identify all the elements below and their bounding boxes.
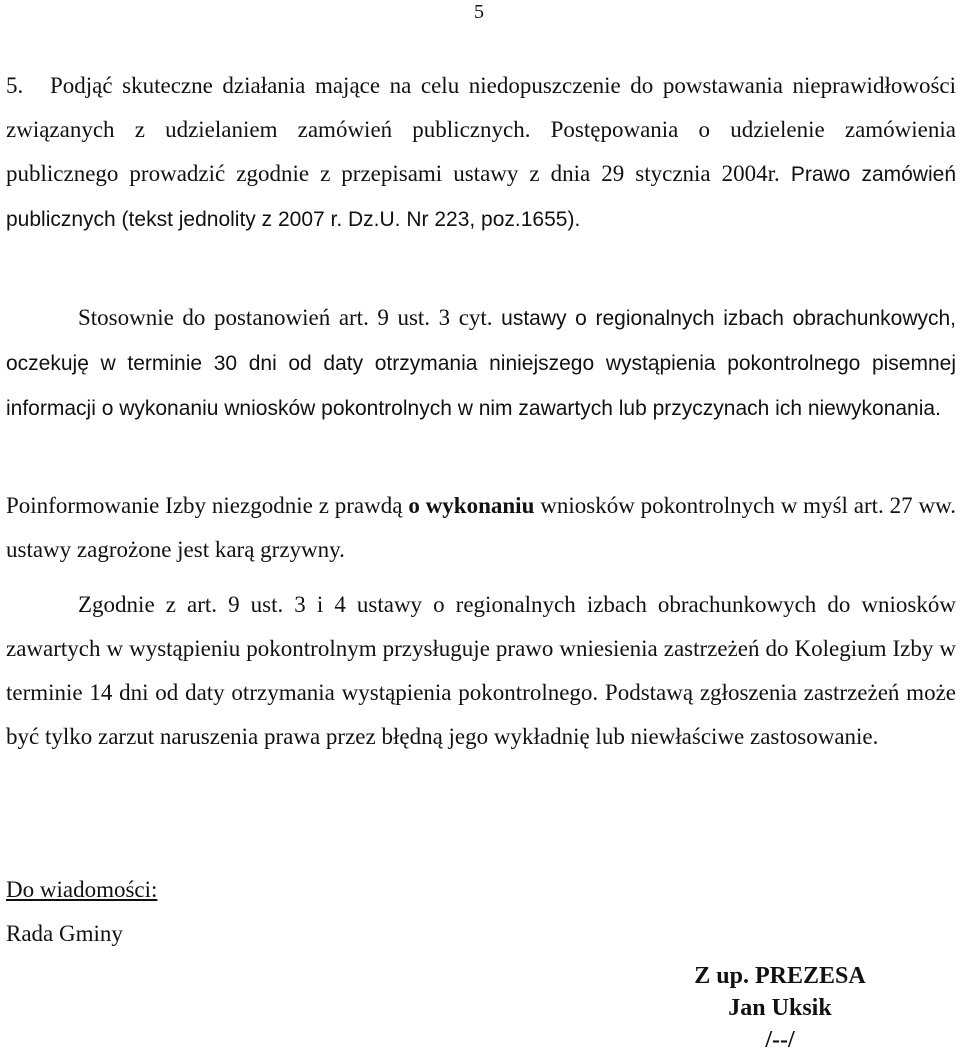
copies-recipient: Rada Gminy: [6, 921, 123, 946]
signature-block: [660, 960, 900, 1056]
item-number: 5.: [6, 73, 24, 98]
paragraph-art9: [6, 296, 956, 431]
signature-name: Jan Uksik: [728, 995, 832, 1021]
recommendation-item-5: [6, 64, 956, 242]
paragraph-warning: [6, 484, 956, 572]
paragraph-art9-sans: ustawy o regionalnych izbach obrachunkowych, oczekuję w terminie 30 dni od daty otrzymania niniejszego wystąpienia pokontrolnego pisemnej informacji o wykonaniu wniosków pokontrolnych w nim zawartych lub przyczynach ich niewykonania.: [6, 307, 957, 420]
warning-bold: o wykonaniu: [408, 493, 535, 518]
item-text: Podjąć skuteczne działania mające na celu niedopuszczenie do powstawania nieprawidłowości związanych z udzielaniem zamówień publicznych. Postępowania o udzielenie zamówienia publicznego prowadzić zgodnie z przepisami ustawy z dnia 29 stycznia 2004r.: [6, 73, 956, 186]
page-number: 5: [474, 1, 484, 23]
item-text-sans: Prawo zamówień publicznych (tekst jednolity z 2007 r. Dz.U. Nr 223, poz.1655).: [6, 163, 956, 231]
paragraph-art9-serif: Stosownie do postanowień art. 9 ust. 3 cyt.: [78, 305, 493, 330]
copies-heading: Do wiadomości:: [6, 877, 158, 902]
warning-after-bold: wniosków pokontrolnych w myśl art. 27 ww. ustawy zagrożone jest karą grzywny.: [6, 493, 956, 562]
signature-mark: /--/: [765, 1027, 795, 1053]
objections-text: Zgodnie z art. 9 ust. 3 i 4 ustawy o regionalnych izbach obrachunkowych do wniosków zawartych w wystąpieniu pokontrolnym przysługuje prawo wniesienia zastrzeżeń do Kolegium Izby w terminie 14 dni od daty otrzymania wystąpienia pokontrolnego. Podstawą zgłoszenia zastrzeżeń może być tylko zarzut naruszenia prawa przez błędną jego wykładnię lub niewłaściwe zastosowanie.: [6, 592, 956, 749]
warning-before-bold: Poinformowanie Izby niezgodnie z prawdą: [6, 493, 403, 518]
paragraph-objections: [6, 583, 956, 759]
signature-line-1: Z up. PREZESA: [694, 963, 866, 989]
